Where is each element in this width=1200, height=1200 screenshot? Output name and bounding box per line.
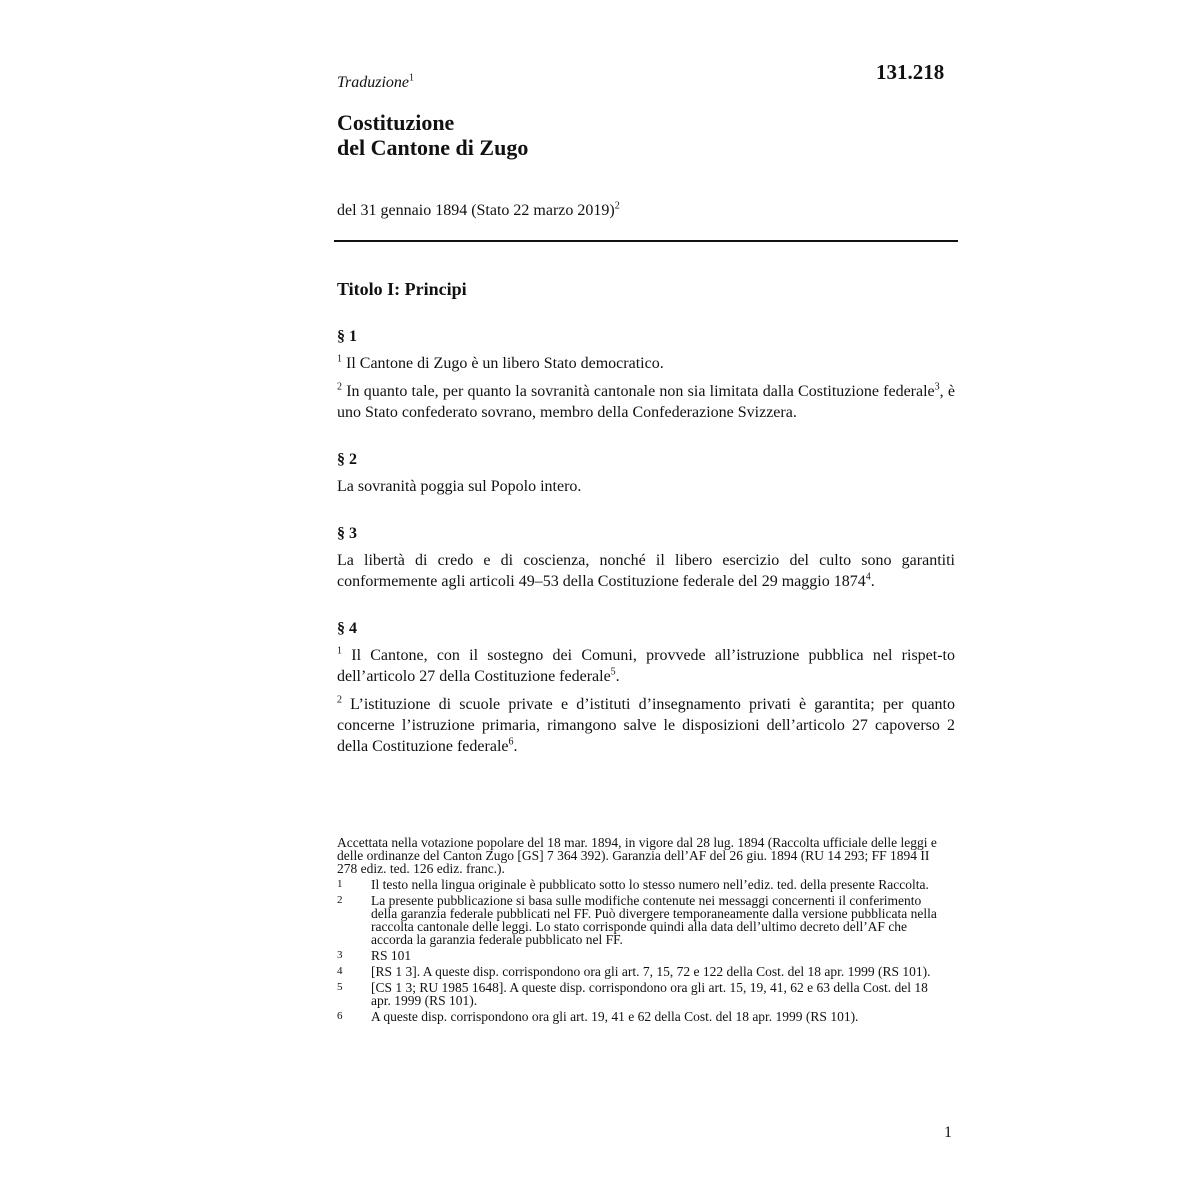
document-title	[337, 110, 528, 160]
paragraph	[337, 694, 955, 757]
footnote-number: 1	[337, 878, 343, 890]
footnote-text: RS 101	[371, 948, 412, 963]
footnote-ref[interactable]: 2	[614, 200, 620, 212]
section-heading: § 2	[337, 451, 357, 468]
paragraph	[337, 381, 955, 423]
section-3	[337, 524, 955, 592]
footnote-number: 5	[337, 981, 343, 993]
title-line-1: Costituzione	[337, 110, 455, 135]
footnotes	[337, 836, 947, 1026]
footnote-item	[337, 981, 947, 1007]
translation-label	[337, 74, 414, 92]
paragraph-text: La libertà di credo e di coscienza, nonché il libero esercizio del culto sono garantiti conformemente agli articoli 49–53 della Costituzione federale del 29 maggio 1874	[337, 552, 955, 590]
paragraph-number: 1	[337, 645, 342, 657]
section-heading: § 1	[337, 328, 357, 345]
title-heading: Titolo I: Principi	[337, 279, 467, 299]
paragraph-text-tail: .	[870, 573, 875, 590]
page-number: 1	[944, 1124, 952, 1141]
footnote-text: Il testo nella lingua originale è pubblicato sotto lo stesso numero nell’ediz. ted. della presente Raccolta.	[371, 877, 929, 892]
paragraph-text-tail: , è uno Stato confederato sovrano, membro della Confederazione Svizzera.	[337, 383, 955, 421]
document-date	[337, 202, 620, 220]
footnote-ref[interactable]: 6	[508, 736, 514, 748]
paragraph-text: L’istituzione di scuole private e d’istituti d’insegnamento privati è garantita; per quanto concerne l’istruzione primaria, rimangono salve le disposizioni dell’articolo 27 capoverso 2 della Costituzione federale	[337, 696, 955, 755]
footnote-ref[interactable]: 5	[610, 666, 616, 678]
document-body	[337, 278, 955, 784]
section-heading: § 3	[337, 525, 357, 542]
footnote-item	[337, 878, 947, 891]
footnote-item	[337, 949, 947, 962]
paragraph-number: 1	[337, 353, 342, 365]
paragraph-text-tail: .	[615, 668, 620, 685]
footnote-item	[337, 965, 947, 978]
paragraph-text: In quanto tale, per quanto la sovranità cantonale non sia limitata dalla Costituzione federale	[342, 383, 935, 400]
footnote-number: 6	[337, 1010, 343, 1022]
translation-label-text: Traduzione	[337, 74, 410, 91]
paragraph	[337, 476, 955, 497]
footnote-item	[337, 1010, 947, 1023]
paragraph	[337, 550, 955, 592]
paragraph-number: 2	[337, 694, 342, 706]
footnote-text: La presente pubblicazione si basa sulle modifiche contenute nei messaggi concernenti il conferimento della garanzia federale pubblicati nel FF. Può divergere temporaneamente dalla versione pubblicata nella raccolta cantonale delle leggi. Lo stato corrisponde quindi alla data dell’ultimo decreto dell’AF che accorda la garanzia federale pubblicato nel FF.	[371, 893, 937, 947]
footnote-intro: Accettata nella votazione popolare del 18 mar. 1894, in vigore dal 28 lug. 1894 (Raccolta ufficiale delle leggi e delle ordinanze del Canton Zugo [GS] 7 364 392). Garanzia dell’AF del 26 giu. 1894 (RU 14 293; FF 1894 II 278 ediz. ted. 126 ediz. franc.).	[337, 835, 937, 876]
footnote-text: A queste disp. corrispondono ora gli art. 19, 41 e 62 della Cost. del 18 apr. 1999 (RS 101).	[371, 1009, 859, 1024]
sr-number: 131.218	[876, 60, 945, 84]
paragraph-text-tail: .	[513, 738, 518, 755]
footnote-ref[interactable]: 3	[934, 381, 940, 393]
footnote-number: 4	[337, 965, 343, 977]
section-4	[337, 619, 955, 757]
paragraph-text: Il Cantone, con il sostegno dei Comuni, provvede all’istruzione pubblica nel rispet-to dell’articolo 27 della Costituzione federale	[337, 647, 955, 685]
footnote-text: [RS 1 3]. A queste disp. corrispondono ora gli art. 7, 15, 72 e 122 della Cost. del 18 apr. 1999 (RS 101).	[371, 964, 931, 979]
section-2	[337, 450, 955, 497]
footnote-item	[337, 894, 947, 946]
section-heading: § 4	[337, 620, 357, 637]
date-text: del 31 gennaio 1894 (Stato 22 marzo 2019)	[337, 202, 615, 219]
footnote-ref[interactable]: 4	[865, 571, 871, 583]
title-line-2: del Cantone di Zugo	[337, 135, 529, 160]
footnote-ref[interactable]: 1	[409, 72, 415, 84]
footnote-number: 3	[337, 949, 343, 961]
footnote-number: 2	[337, 894, 343, 906]
paragraph-number: 2	[337, 381, 342, 393]
section-1	[337, 327, 955, 423]
paragraph	[337, 645, 955, 687]
paragraph	[337, 353, 955, 374]
paragraph-text: Il Cantone di Zugo è un libero Stato democratico.	[342, 355, 664, 372]
header-divider	[334, 240, 958, 242]
paragraph-text: La sovranità poggia sul Popolo intero.	[337, 478, 582, 495]
footnote-text: [CS 1 3; RU 1985 1648]. A queste disp. corrispondono ora gli art. 15, 19, 41, 62 e 63 della Cost. del 18 apr. 1999 (RS 101).	[371, 980, 928, 1008]
